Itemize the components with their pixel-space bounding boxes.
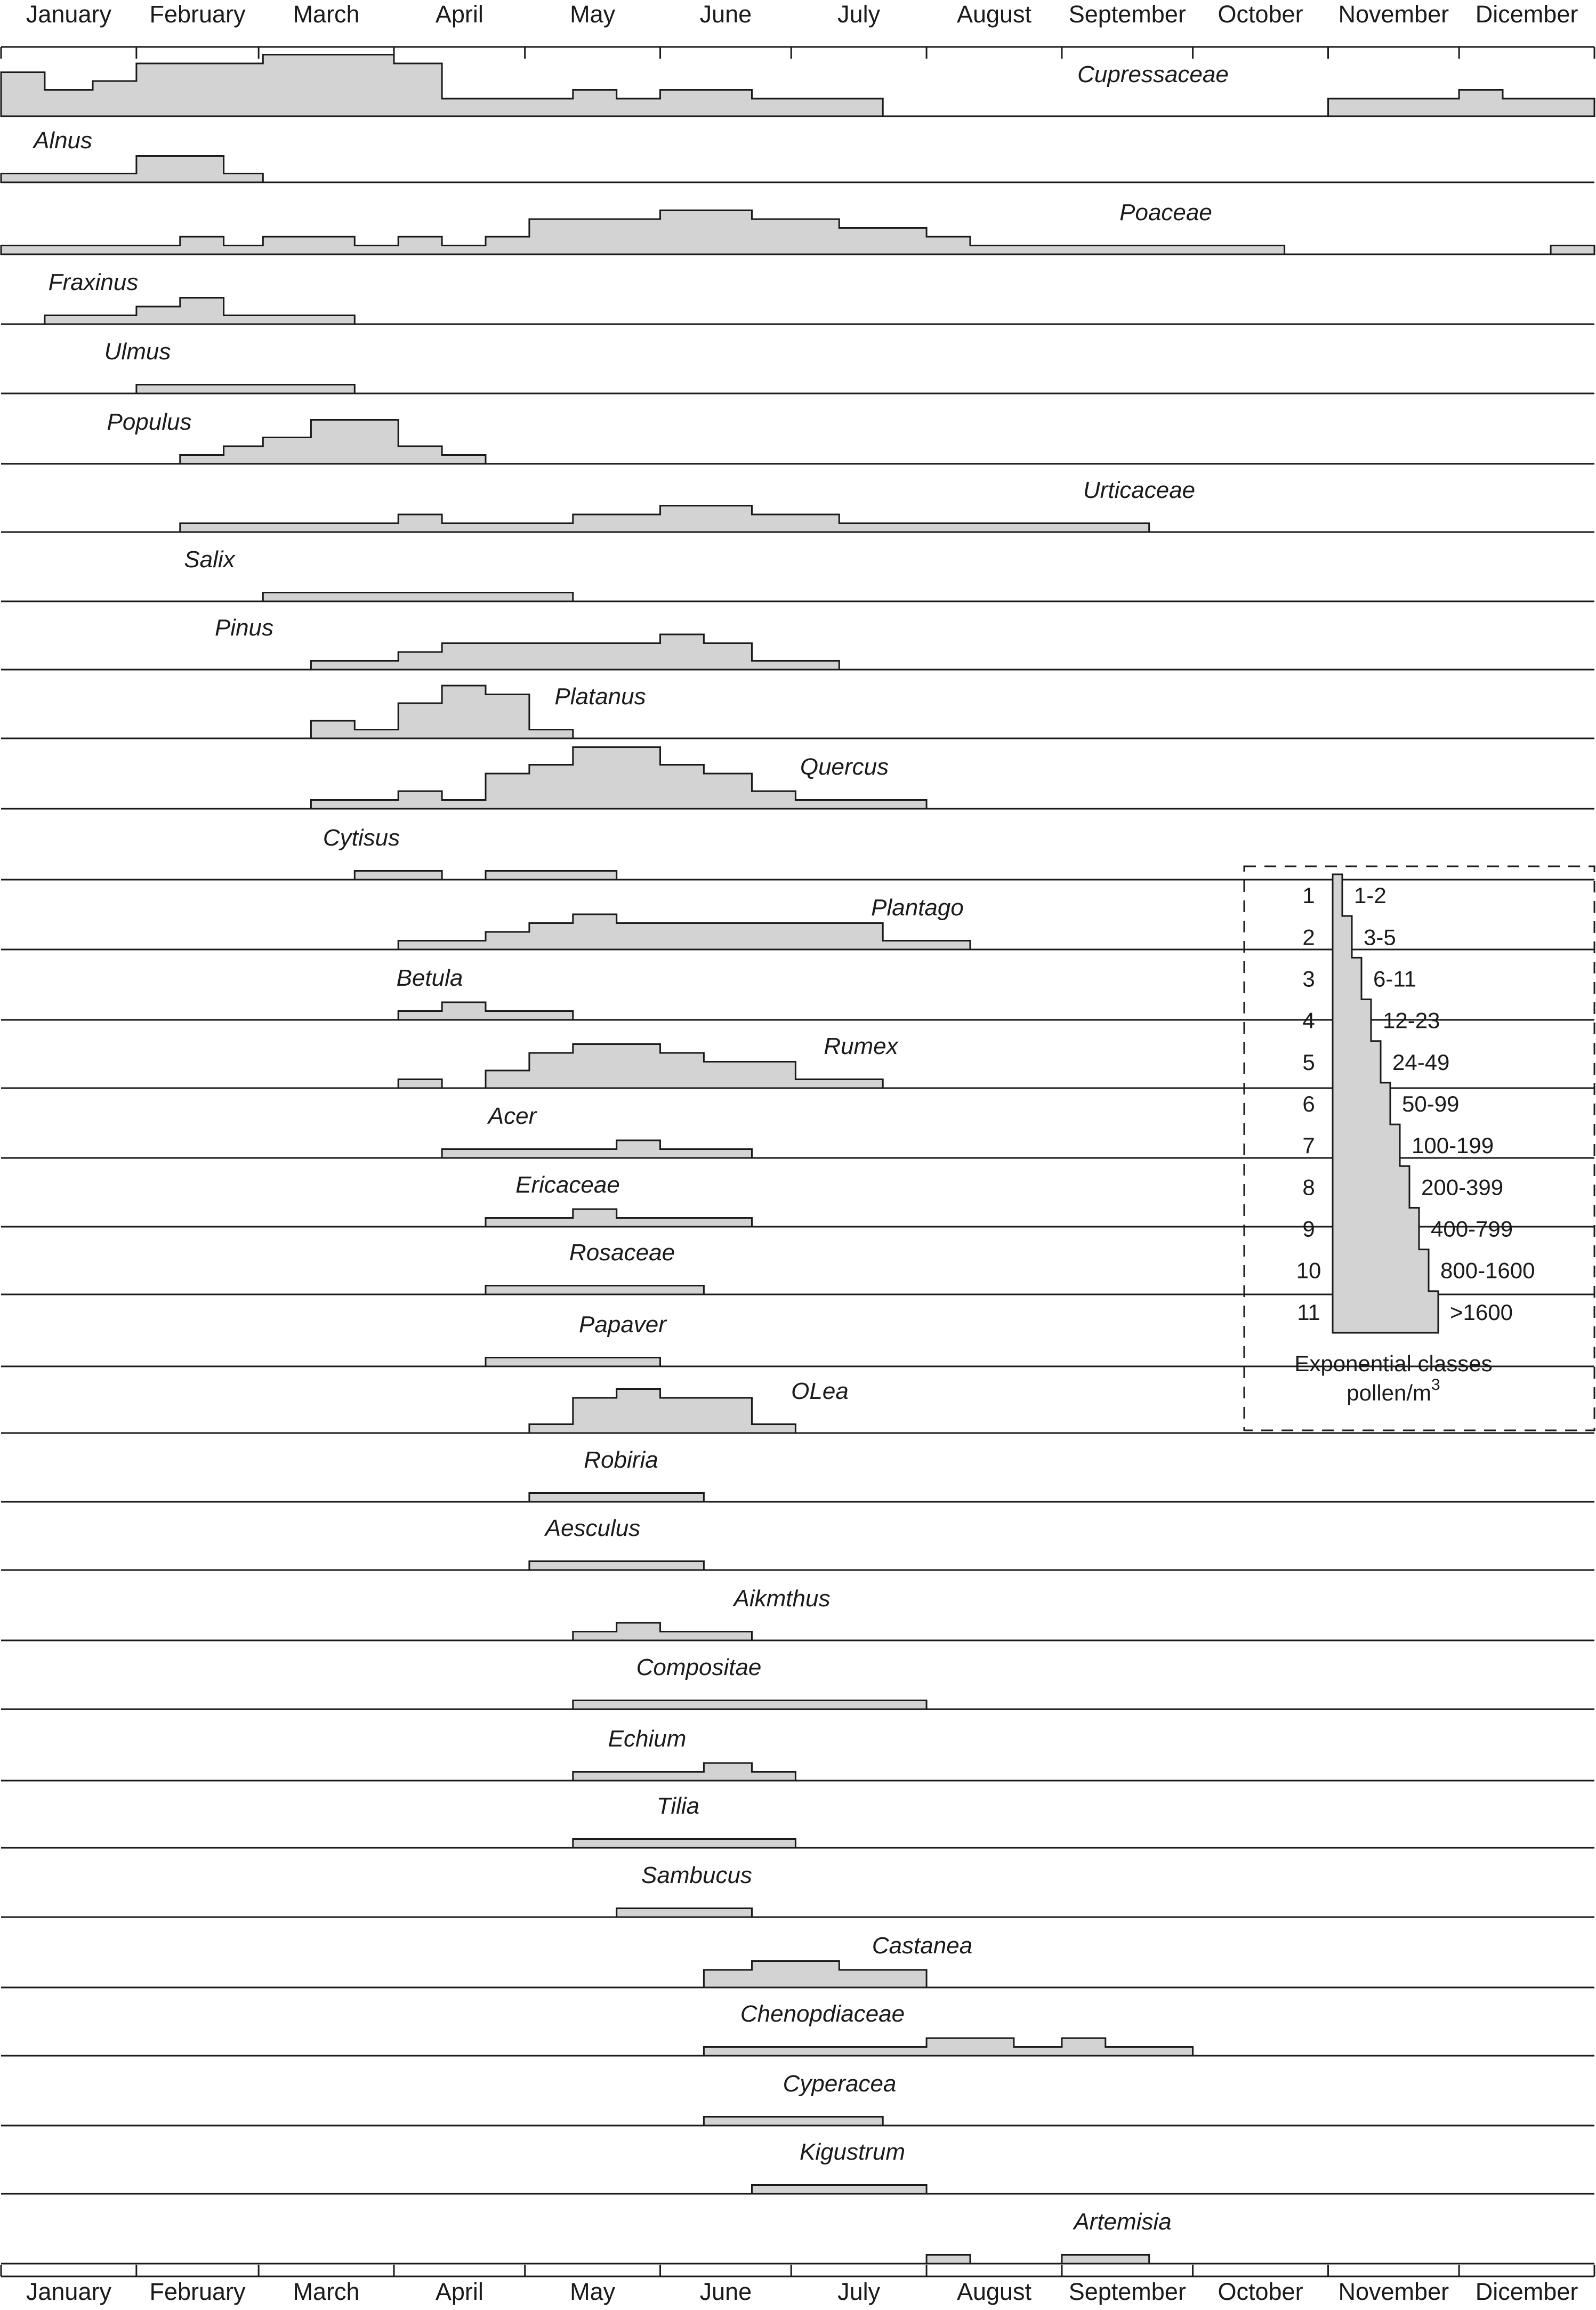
taxon-label: Cyperacea [783, 2071, 897, 2097]
taxon-row [1, 747, 1594, 809]
season-area [354, 871, 442, 880]
season-area [617, 1909, 752, 1918]
taxon-row [1, 1862, 1594, 1917]
legend-class-range: 3-5 [1364, 924, 1396, 950]
taxon-label: Rosaceae [569, 1239, 675, 1266]
season-area [573, 1763, 796, 1781]
taxon-row [1, 2209, 1594, 2264]
taxon-label: Castanea [872, 1933, 973, 1959]
taxon-row [1, 409, 1594, 464]
taxon-label: Populus [107, 409, 192, 435]
season-area [486, 1286, 704, 1295]
season-area [45, 298, 354, 325]
top-month-label: November [1338, 1, 1449, 28]
bottom-month-label: March [293, 2278, 360, 2305]
bottom-month-axis [1, 2265, 1594, 2305]
top-month-label: June [699, 1, 752, 28]
legend-class-number: 2 [1302, 924, 1315, 950]
season-area [1328, 90, 1595, 117]
season-area [311, 634, 839, 670]
taxon-label: Sambucus [641, 1862, 752, 1888]
season-area [1, 211, 1285, 255]
taxon-row [1, 1515, 1594, 1570]
taxon-label: OLea [791, 1378, 849, 1404]
legend-class-number: 1 [1302, 883, 1315, 908]
legend-class-number: 8 [1302, 1174, 1315, 1200]
season-area [573, 1839, 796, 1848]
top-month-label: Dicember [1475, 1, 1578, 28]
taxon-label: Cupressaceae [1077, 61, 1229, 87]
legend-caption-line1: Exponential classes [1294, 1351, 1493, 1376]
taxon-row [1, 2001, 1594, 2056]
bottom-month-label: August [956, 2278, 1032, 2305]
season-area [442, 1140, 752, 1158]
legend-class-range: 1-2 [1354, 883, 1387, 908]
legend-class-number: 7 [1302, 1133, 1315, 1158]
taxon-row [1, 1793, 1594, 1848]
taxon-row [1, 615, 1594, 670]
taxon-row [1, 2139, 1594, 2194]
top-month-axis [1, 1, 1594, 59]
taxon-label: Aikmthus [733, 1585, 831, 1612]
season-area [486, 1358, 660, 1367]
taxon-row [1, 269, 1594, 324]
season-area [1551, 246, 1594, 255]
legend-class-range: 50-99 [1402, 1091, 1460, 1116]
top-month-label: September [1068, 1, 1186, 28]
taxon-row [1, 199, 1594, 254]
season-area [529, 1389, 796, 1434]
season-area [704, 2117, 883, 2126]
season-area [573, 1623, 752, 1640]
legend-class-range: 200-399 [1421, 1174, 1504, 1200]
legend-class-range: 400-799 [1431, 1216, 1513, 1242]
taxon-row [1, 1933, 1594, 1987]
season-area [263, 593, 573, 602]
bottom-month-label: October [1218, 2278, 1303, 2305]
taxon-label: Echium [608, 1726, 687, 1752]
bottom-month-label: April [435, 2278, 483, 2305]
taxon-label: Rumex [824, 1033, 898, 1059]
season-area [398, 1002, 573, 1020]
legend-class-range: 100-199 [1412, 1133, 1494, 1158]
taxon-label: Compositae [636, 1654, 762, 1680]
bottom-month-label: November [1338, 2278, 1449, 2305]
legend-class-number: 4 [1302, 1008, 1315, 1033]
top-month-label: March [293, 1, 360, 28]
taxon-label: Artemisia [1074, 2209, 1172, 2235]
top-month-label: October [1218, 1, 1303, 28]
season-area [704, 2038, 1192, 2056]
taxon-row [1, 127, 1594, 182]
taxon-label: Fraxinus [48, 269, 139, 295]
taxon-label: Betula [396, 965, 463, 991]
season-area [752, 2185, 927, 2194]
top-month-label: August [956, 1, 1032, 28]
legend-class-range: >1600 [1450, 1299, 1513, 1325]
taxon-label: Quercus [800, 754, 889, 780]
season-area [136, 385, 354, 394]
season-area [180, 420, 486, 464]
top-month-label: January [26, 1, 111, 28]
taxon-label: Tilia [656, 1793, 700, 1819]
bottom-month-label: Dicember [1475, 2278, 1578, 2305]
top-month-label: July [837, 1, 881, 28]
legend-class-range: 800-1600 [1440, 1258, 1535, 1283]
legend-class-number: 11 [1297, 1299, 1320, 1325]
taxon-label: Chenopdiaceae [740, 2001, 905, 2027]
taxon-row [1, 2071, 1594, 2126]
taxon-row [1, 339, 1594, 393]
taxon-label: Aesculus [545, 1515, 641, 1541]
taxon-row [1, 1447, 1594, 1502]
taxon-label: Kigustrum [799, 2139, 906, 2165]
taxon-row [1, 477, 1594, 532]
season-area [529, 1493, 704, 1502]
legend-class-number: 3 [1302, 966, 1315, 992]
taxon-label: Platanus [554, 683, 646, 710]
season-area [529, 1562, 704, 1571]
season-area [398, 1080, 442, 1089]
taxon-label: Ulmus [104, 339, 171, 365]
taxon-row [1, 55, 1594, 117]
taxon-label: Pinus [214, 615, 274, 641]
season-area [486, 871, 617, 880]
taxon-row [1, 1726, 1594, 1781]
bottom-month-label: September [1068, 2278, 1186, 2305]
season-area [704, 1961, 926, 1988]
bottom-month-label: February [149, 2278, 246, 2305]
top-month-label: April [435, 1, 483, 28]
legend-class-number: 6 [1302, 1091, 1315, 1116]
legend-class-range: 12-23 [1383, 1008, 1440, 1033]
taxon-label: Acer [488, 1103, 537, 1129]
bottom-month-label: January [26, 2278, 111, 2305]
legend-caption-superscript: 3 [1431, 1376, 1440, 1394]
legend-class-number: 9 [1302, 1216, 1315, 1242]
taxon-label: Urticaceae [1083, 477, 1196, 503]
bottom-month-label: June [699, 2278, 752, 2305]
taxon-label: Alnus [33, 127, 93, 154]
bottom-month-label: May [570, 2278, 616, 2305]
taxon-label: Poaceae [1119, 199, 1212, 226]
taxon-label: Papaver [579, 1311, 666, 1338]
season-area [486, 1209, 752, 1227]
season-area [1, 156, 263, 183]
legend-class-range: 24-49 [1392, 1049, 1450, 1075]
taxon-label: Ericaceae [515, 1172, 620, 1198]
legend-caption-unit: pollen/m [1347, 1380, 1432, 1405]
legend-class-range: 6-11 [1373, 966, 1416, 992]
taxon-label: Plantago [871, 895, 964, 921]
bottom-month-label: July [837, 2278, 881, 2305]
taxon-row [1, 1585, 1594, 1640]
taxon-label: Robiria [584, 1447, 658, 1473]
taxon-label: Cytisus [323, 825, 400, 851]
top-month-label: May [570, 1, 616, 28]
taxon-label: Salix [184, 546, 235, 573]
season-area [1, 55, 883, 117]
legend-caption-line2 [1347, 1376, 1440, 1405]
season-area [180, 506, 1149, 533]
season-area [926, 2255, 970, 2264]
legend-class-number: 10 [1296, 1258, 1321, 1283]
season-area [1062, 2255, 1149, 2264]
legend-class-number: 5 [1302, 1049, 1315, 1075]
season-area [573, 1701, 926, 1710]
taxon-row [1, 683, 1594, 738]
season-area [311, 686, 573, 738]
top-month-label: February [149, 1, 246, 28]
taxon-row [1, 1654, 1594, 1709]
taxon-row [1, 546, 1594, 601]
